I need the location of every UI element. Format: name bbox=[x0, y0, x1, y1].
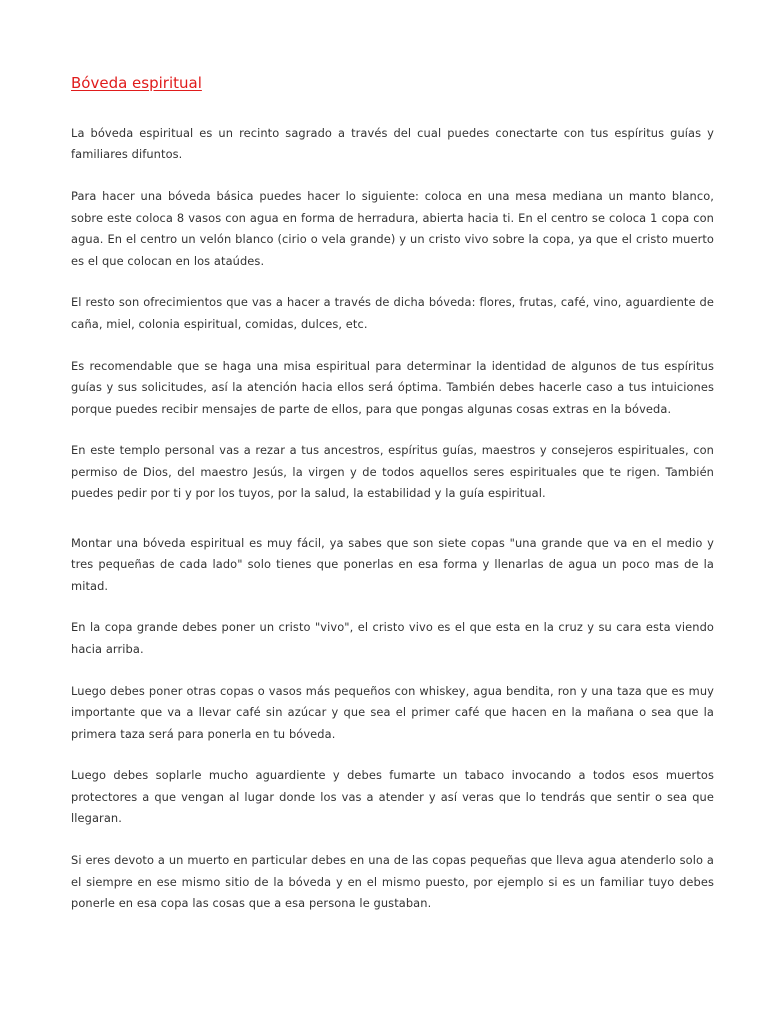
paragraph-seven-cups: Montar una bóveda espiritual es muy fácil, ya sabes que son siete copas "una grande que va en el medio y tres pequeñas de cada lado" solo tienes que ponerlas en esa forma y llenarlas de agua un poco mas de la mitad. bbox=[71, 535, 714, 593]
paragraph-aguardiente: Luego debes soplarle mucho aguardiente y debes fumarte un tabaco invocando a todos esos muertos protectores a que vengan al lugar donde los vas a atender y así veras que lo tendrás que sentir o sea que llegaran. bbox=[71, 768, 714, 826]
paragraph-spiritual-mass: Es recomendable que se haga una misa espiritual para determinar la identidad de algunos de tus espíritus guías y sus solicitudes, así la atención hacia ellos será óptima. También debes hacerle caso a tus intuiciones porque puedes recibir mensajes de parte de ellos, para que pongas algunas cosas extras en la bóveda. bbox=[71, 358, 714, 416]
paragraph-intro: La bóveda espiritual es un recinto sagrado a través del cual puedes conectarte con tus espíritus guías y familiares difuntos. bbox=[71, 126, 714, 162]
paragraph-basic-setup: Para hacer una bóveda básica puedes hacer lo siguiente: coloca en una mesa mediana un manto blanco, sobre este coloca 8 vasos con agua en forma de herradura, abierta hacia ti. En el centro se coloca 1 copa con agua. En el centro un velón blanco (cirio o vela grande) y un cristo vivo sobre la copa, ya que el cristo muerto es el que colocan en los ataúdes. bbox=[71, 189, 714, 268]
paragraph-devotee: Si eres devoto a un muerto en particular debes en una de las copas pequeñas que lleva agua atenderlo solo a el siempre en ese mismo sitio de la bóveda y en el mismo puesto, por ejemplo si es un familiar tuyo debes ponerle en esa copa las cosas que a esa persona le gustaban. bbox=[71, 853, 714, 910]
paragraph-offerings: El resto son ofrecimientos que vas a hacer a través de dicha bóveda: flores, frutas, café, vino, aguardiente de caña, miel, colonia espiritual, comidas, dulces, etc. bbox=[71, 295, 714, 331]
paragraph-small-cups: Luego debes poner otras copas o vasos más pequeños con whiskey, agua bendita, ron y una taza que es muy importante que va a llevar café sin azúcar y que sea el primer café que hacen en la mañana o sea que la primera taza será para ponerla en tu bóveda. bbox=[71, 683, 714, 741]
document-body bbox=[71, 72, 714, 935]
document-title: Bóveda espiritual bbox=[71, 74, 202, 92]
paragraph-living-christ: En la copa grande debes poner un cristo "vivo", el cristo vivo es el que esta en la cruz y su cara esta viendo hacia arriba. bbox=[71, 620, 714, 656]
paragraph-personal-temple: En este templo personal vas a rezar a tus ancestros, espíritus guías, maestros y consejeros espirituales, con permiso de Dios, del maestro Jesús, la virgen y de todos aquellos seres espirituales que te rigen. También puedes pedir por ti y por los tuyos, por la salud, la estabilidad y la guía espiritual. bbox=[71, 443, 714, 501]
